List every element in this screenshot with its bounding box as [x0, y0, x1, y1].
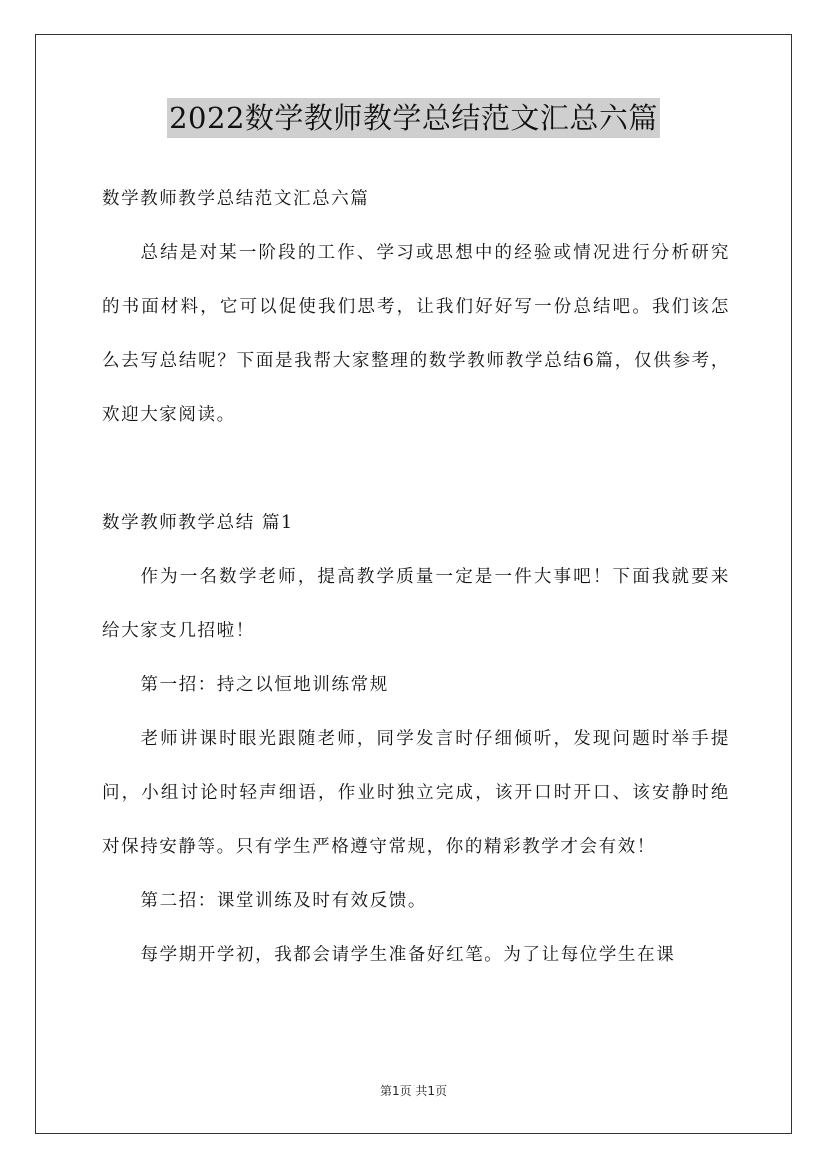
body-paragraph-1: 作为一名数学老师，提高教学质量一定是一件大事吧！下面我就要来给大家支几招啦！ — [102, 567, 730, 641]
page-number: 第1页 共1页 — [379, 1084, 448, 1098]
body-paragraph-5: 每学期开学初，我都会请学生准备好红笔。为了让每位学生在课 — [140, 945, 676, 965]
body-paragraph-3: 老师讲课时眼光跟随老师，同学发言时仔细倾听，发现问题时举手提问，小组讨论时轻声细语，作业时独立完成，该开口时开口、该安静时绝对保持安静等。只有学生严格遵守常规，你的精彩教学才会有效！ — [102, 729, 730, 857]
document-body — [102, 172, 730, 982]
document-title-text: 2022数学教师教学总结范文汇总六篇 — [167, 98, 660, 138]
section-heading: 数学教师教学总结 篇1 — [102, 513, 294, 533]
intro-paragraph: 总结是对某一阶段的工作、学习或思想中的经验或情况进行分析研究的书面材料，它可以促使我们思考，让我们好好写一份总结吧。我们该怎么去写总结呢？下面是我帮大家整理的数学教师教学总结6篇，仅供参考，欢迎大家阅读。 — [102, 243, 730, 425]
body-paragraph-2: 第一招：持之以恒地训练常规 — [140, 675, 389, 695]
paragraph-spacer — [102, 442, 730, 496]
document-title — [0, 98, 827, 138]
body-paragraph-4: 第二招：课堂训练及时有效反馈。 — [140, 891, 427, 911]
page-footer — [0, 1081, 827, 1101]
document-subtitle: 数学教师教学总结范文汇总六篇 — [102, 189, 370, 209]
